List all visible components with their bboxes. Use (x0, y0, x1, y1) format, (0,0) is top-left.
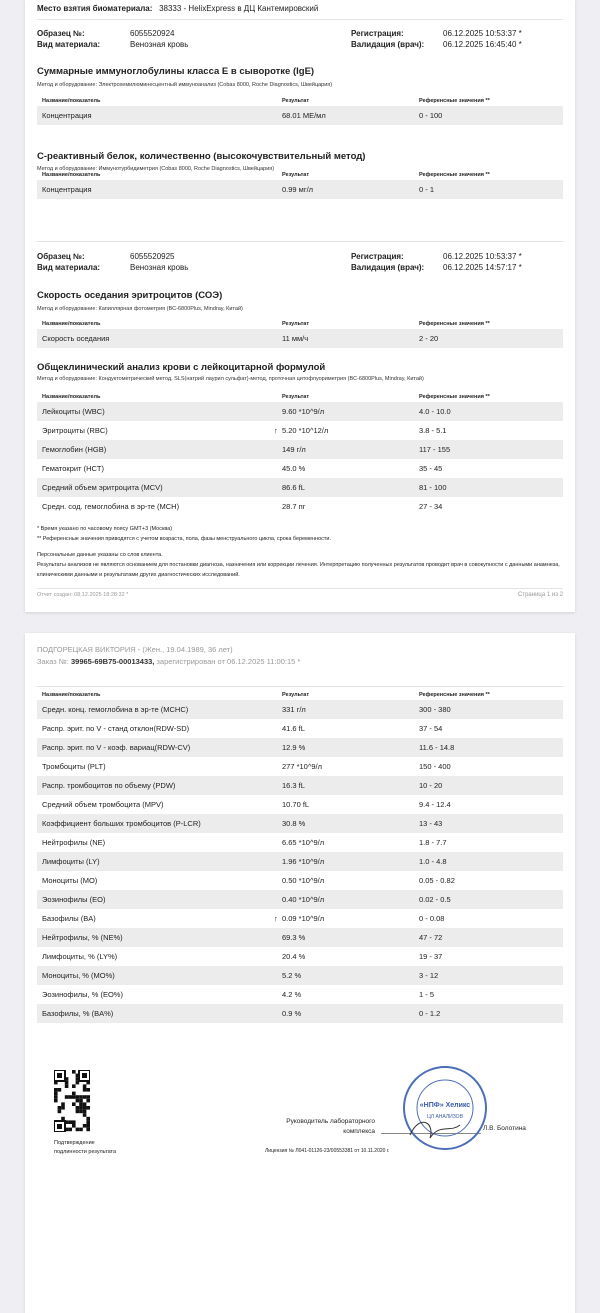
registration-value: 06.12.2025 10:53:37 * (443, 252, 522, 261)
qr-caption: Подтверждение подлинности результата (54, 1140, 117, 1155)
qr-code-icon[interactable] (54, 1070, 90, 1132)
sampling-place (37, 3, 318, 14)
table-row: Распр. эрит. по V - станд отклон(RDW-SD) 41.6 fL 37 - 54 (42, 724, 443, 733)
validation-value: 06.12.2025 14:57:17 * (443, 263, 522, 272)
sampling-place-value: 38333 - HelixExpress в ДЦ Кантемировский (159, 4, 319, 13)
material-value: Венозная кровь (130, 263, 189, 272)
material-label: Вид материала: (37, 263, 101, 272)
sampling-place-label: Место взятия биоматериала: (37, 4, 153, 13)
table-header: Название/показатель Результат Референсные значения ** (42, 98, 490, 104)
table-header: Название/показатель Результат Референсные значения ** (42, 394, 490, 400)
table-row: Лимфоциты (LY) 1.96 *10^9/л 1.0 - 4.8 (37, 852, 563, 871)
table-header: Название/показатель Результат Референсные значения ** (42, 172, 490, 178)
results-table (37, 690, 563, 1023)
table-row: Нейтрофилы, % (NE%) 69.3 % 47 - 72 (37, 928, 563, 947)
table-row: Средний объем тромбоцита (MPV) 10.70 fL 9.4 - 12.4 (42, 800, 451, 809)
section-title: Общеклинический анализ крови с лейкоцитарной формулой (37, 362, 326, 373)
validation-label: Валидация (врач): (351, 40, 425, 49)
table-row: Эозинофилы, % (EO%) 4.2 % 1 - 5 (42, 990, 435, 999)
table-row: Базофилы, % (BA%) 0.9 % 0 - 1.2 (37, 1004, 563, 1023)
table-row: Тромбоциты (PLT) 277 *10^9/л 150 - 400 (42, 762, 451, 771)
note-personal: Персональные данные указаны со слов клиента. (37, 552, 163, 558)
report-created: Отчет создан: 08.12.2025 18:28:32 * (37, 592, 129, 598)
divider (37, 588, 563, 589)
sample-number: 6055520924 (130, 29, 175, 38)
material-label: Вид материала: (37, 40, 101, 49)
section-title: Суммарные иммуноглобулины класса Е в сыворотке (IgE) (37, 66, 315, 77)
section-method: Метод и оборудование: Иммунотурбидиметрия (Cobas 8000, Roche Diagnostics, Швейцария) (37, 166, 275, 172)
results-table (37, 96, 563, 125)
table-row: Моноциты (MO) 0.50 *10^9/л 0.05 - 0.82 (42, 876, 455, 885)
report-page-1 (25, 0, 575, 612)
table-row: Нейтрофилы (NE) 6.65 *10^9/л 1.8 - 7.7 (42, 838, 447, 847)
results-table (37, 392, 563, 516)
note-reference: ** Референсные значения приводятся с учетом возраста, пола, фазы менструального цикла, срока беременности. (37, 536, 332, 542)
section-method: Метод и оборудование: Капиллярная фотометрия (BC-6800Plus, Mindray, Китай) (37, 306, 243, 312)
registration-value: 06.12.2025 10:53:37 * (443, 29, 522, 38)
table-row: Гематокрит (HCT) 45.0 % 35 - 45 (42, 464, 443, 473)
table-row: Средний объем эритроцита (MCV) 86.6 fL 81 - 100 (37, 478, 563, 497)
signer-name: Л.В. Болотина (483, 1125, 526, 1132)
table-row: Моноциты, % (MO%) 5.2 % 3 - 12 (37, 966, 563, 985)
table-row: Лимфоциты, % (LY%) 20.4 % 19 - 37 (42, 952, 443, 961)
section-title: Скорость оседания эритроцитов (СОЭ) (37, 290, 223, 301)
table-header: Название/показатель Результат Референсные значения ** (42, 692, 490, 698)
section-method: Метод и оборудование: Электрохемилюминесцентный иммуноанализ (Cobas 8000, Roche Diagnostics, Швейцария) (37, 82, 333, 88)
patient-info: ПОДГОРЕЦКАЯ ВИКТОРИЯ - (Жен., 19.04.1989, 36 лет) (37, 645, 233, 654)
sample-label: Образец №: (37, 252, 85, 261)
section-method: Метод и оборудование: Кондуктометрический метод, SLS(натрий лаурил сульфат)-метод, проточная цитофлуориметрия (BC-6800Plus, Mindray, Китай) (37, 376, 424, 382)
section-title: С-реактивный белок, количественно (высокочувствительный метод) (37, 151, 366, 162)
svg-text:ЦЛ АНАЛИЗОВ: ЦЛ АНАЛИЗОВ (427, 1114, 463, 1120)
note-timezone: * Время указано по часовому поясу GMT+3 (Москва) (37, 526, 173, 532)
sample-number: 6055520925 (130, 252, 175, 261)
material-value: Венозная кровь (130, 40, 189, 49)
license: Лицензия № Л041-01126-23/00553381 от 10.11.2020 г. (265, 1148, 390, 1154)
page-number: Страница 1 из 2 (518, 592, 563, 598)
table-row: Скорость оседания 11 мм/ч 2 - 20 (37, 329, 563, 348)
results-table (37, 170, 563, 199)
svg-text:«НПФ» Хеликс: «НПФ» Хеликс (419, 1102, 471, 1109)
validation-value: 06.12.2025 16:45:40 * (443, 40, 522, 49)
order-info: Заказ №: 39965-69B75-00013433, зарегистрирован от 06.12.2025 11:00:15 * (37, 657, 301, 666)
divider (37, 19, 563, 20)
report-page-2 (25, 633, 575, 1313)
table-row: Средн. сод. гемоглобина в эр-те (MCH) 28.7 пг 27 - 34 (42, 502, 443, 511)
notes (37, 524, 563, 580)
registration-label: Регистрация: (351, 29, 404, 38)
registration-label: Регистрация: (351, 252, 404, 261)
divider (37, 686, 563, 687)
results-table (37, 319, 563, 348)
table-row: Коэффициент больших тромбоцитов (P-LCR) 30.8 % 13 - 43 (37, 814, 563, 833)
table-row: Концентрация 0.99 мг/л 0 - 1 (37, 180, 563, 199)
validation-label: Валидация (врач): (351, 263, 425, 272)
table-row: Распр. тромбоцитов по объему (PDW) 16.3 fL 10 - 20 (37, 776, 563, 795)
arrow-up-icon: ↑ (274, 426, 278, 435)
note-disclaimer: Результаты анализов не являются основанием для постановки диагноза, назначения или коррекции лечения. Интерпретацию полученных результатов проводит врач в совокупности с данными анамнеза, клиническими данными и результатами других диагностических исследований. (37, 562, 560, 578)
table-header: Название/показатель Результат Референсные значения ** (42, 321, 490, 327)
table-row: Концентрация 68.01 МЕ/мл 0 - 100 (37, 106, 563, 125)
table-row: Лейкоциты (WBC) 9.60 *10^9/л 4.0 - 10.0 (37, 402, 563, 421)
table-row: Гемоглобин (HGB) 149 г/л 117 - 155 (37, 440, 563, 459)
table-row: Распр. эрит. по V - коэф. вариац(RDW-CV) 12.9 % 11.6 - 14.8 (37, 738, 563, 757)
lab-stamp (400, 1063, 490, 1153)
table-row: Средн. конц. гемоглобина в эр-те (MCHC) 331 г/л 300 - 380 (37, 700, 563, 719)
divider (37, 241, 563, 242)
table-row: Базофилы (BA) ↑ 0.09 *10^9/л 0 - 0.08 (37, 909, 563, 928)
sample-label: Образец №: (37, 29, 85, 38)
table-row: Эозинофилы (EO) 0.40 *10^9/л 0.02 - 0.5 (37, 890, 563, 909)
arrow-up-icon: ↑ (274, 914, 278, 923)
table-row: Эритроциты (RBC) ↑ 5.20 *10^12/л 3.8 - 5.1 (37, 421, 563, 440)
signature (410, 1122, 460, 1138)
signer-title: Руководитель лабораторного комплекса (286, 1118, 375, 1135)
